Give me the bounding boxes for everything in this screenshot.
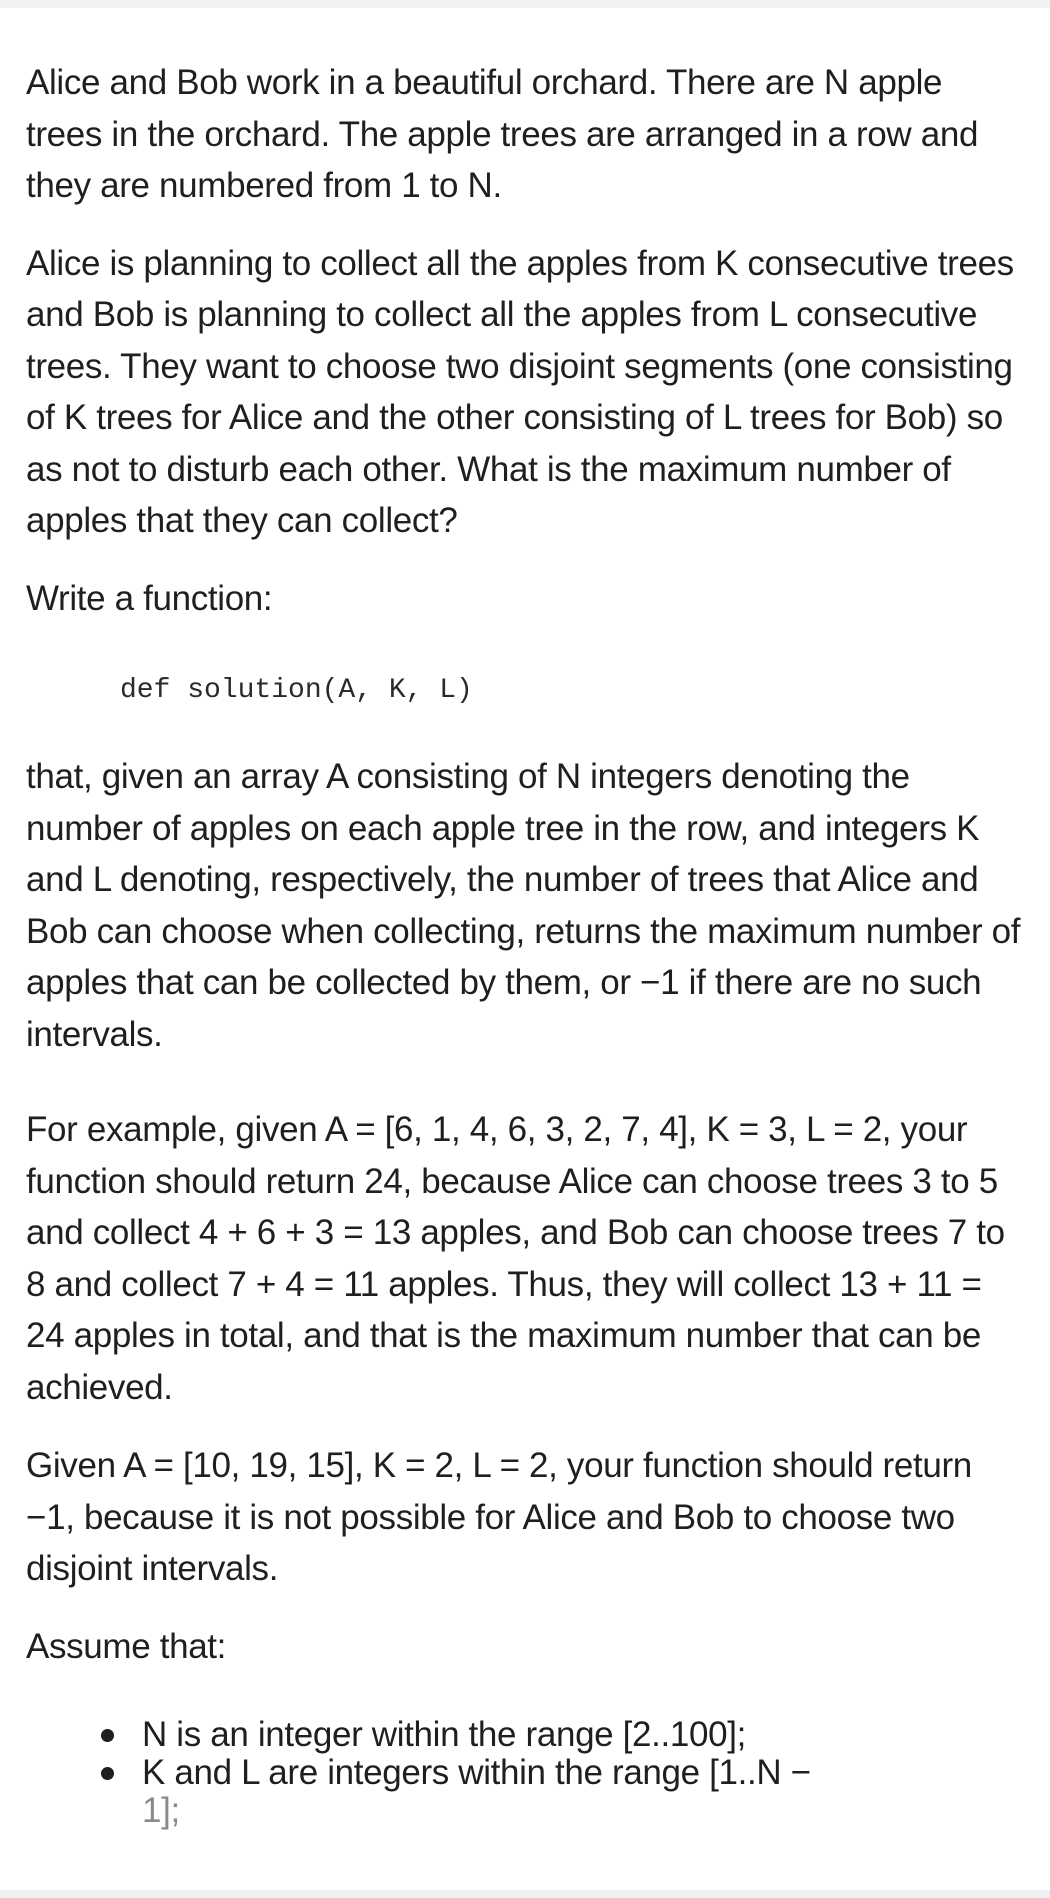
bullet-icon bbox=[101, 1729, 114, 1742]
assumption-text: K and L are integers within the range [1..N − bbox=[142, 1753, 811, 1792]
list-item bbox=[142, 1754, 882, 1830]
write-function-label: Write a function: bbox=[26, 578, 273, 618]
example-one-paragraph: For example, given A = [6, 1, 4, 6, 3, 2, 7, 4], K = 3, L = 2, your function should return 24, because Alice can choose trees 3 to 5 and collect 4 + 6 + 3 = 13 apples, and Bob can choose trees 7 to 8 and collect 7 + 4 = 11 apples. Thus, they will collect 13 + 11 = 24 apples in total, and that is the maximum number that can be achieved. bbox=[26, 1110, 1005, 1407]
intro-paragraph: Alice and Bob work in a beautiful orchard. There are N apple trees in the orchard. The apple trees are arranged in a row and they are numbered from 1 to N. bbox=[26, 63, 979, 205]
example-two-paragraph: Given A = [10, 19, 15], K = 2, L = 2, your function should return −1, because it is not possible for Alice and Bob to choose two disjoint intervals. bbox=[26, 1446, 972, 1588]
task-paragraph: Alice is planning to collect all the apples from K consecutive trees and Bob is planning to collect all the apples from L consecutive trees. They want to choose two disjoint segments (one consisting of K trees for Alice and the other consisting of L trees for Bob) so as not to disturb each other. What is the maximum number of apples that they can collect? bbox=[26, 243, 1014, 540]
assume-label: Assume that: bbox=[26, 1626, 227, 1666]
bullet-icon bbox=[101, 1767, 114, 1780]
list-item bbox=[142, 1716, 882, 1754]
function-signature: def solution(A, K, L) bbox=[120, 675, 473, 706]
assumption-text: N is an integer within the range [2..100]; bbox=[142, 1715, 747, 1754]
assumptions-list bbox=[26, 1716, 1026, 1830]
bottom-edge-strip bbox=[0, 1890, 1050, 1898]
problem-statement bbox=[26, 57, 1026, 1830]
top-edge-strip bbox=[0, 0, 1050, 8]
assumption-text-cut: 1]; bbox=[142, 1791, 180, 1830]
function-description-paragraph: that, given an array A consisting of N integers denoting the number of apples on each apple tree in the row, and integers K and L denoting, respectively, the number of trees that Alice and Bob can choose when collecting, returns the maximum number of apples that can be collected by them, or −1 if there are no such intervals. bbox=[26, 757, 1021, 1054]
